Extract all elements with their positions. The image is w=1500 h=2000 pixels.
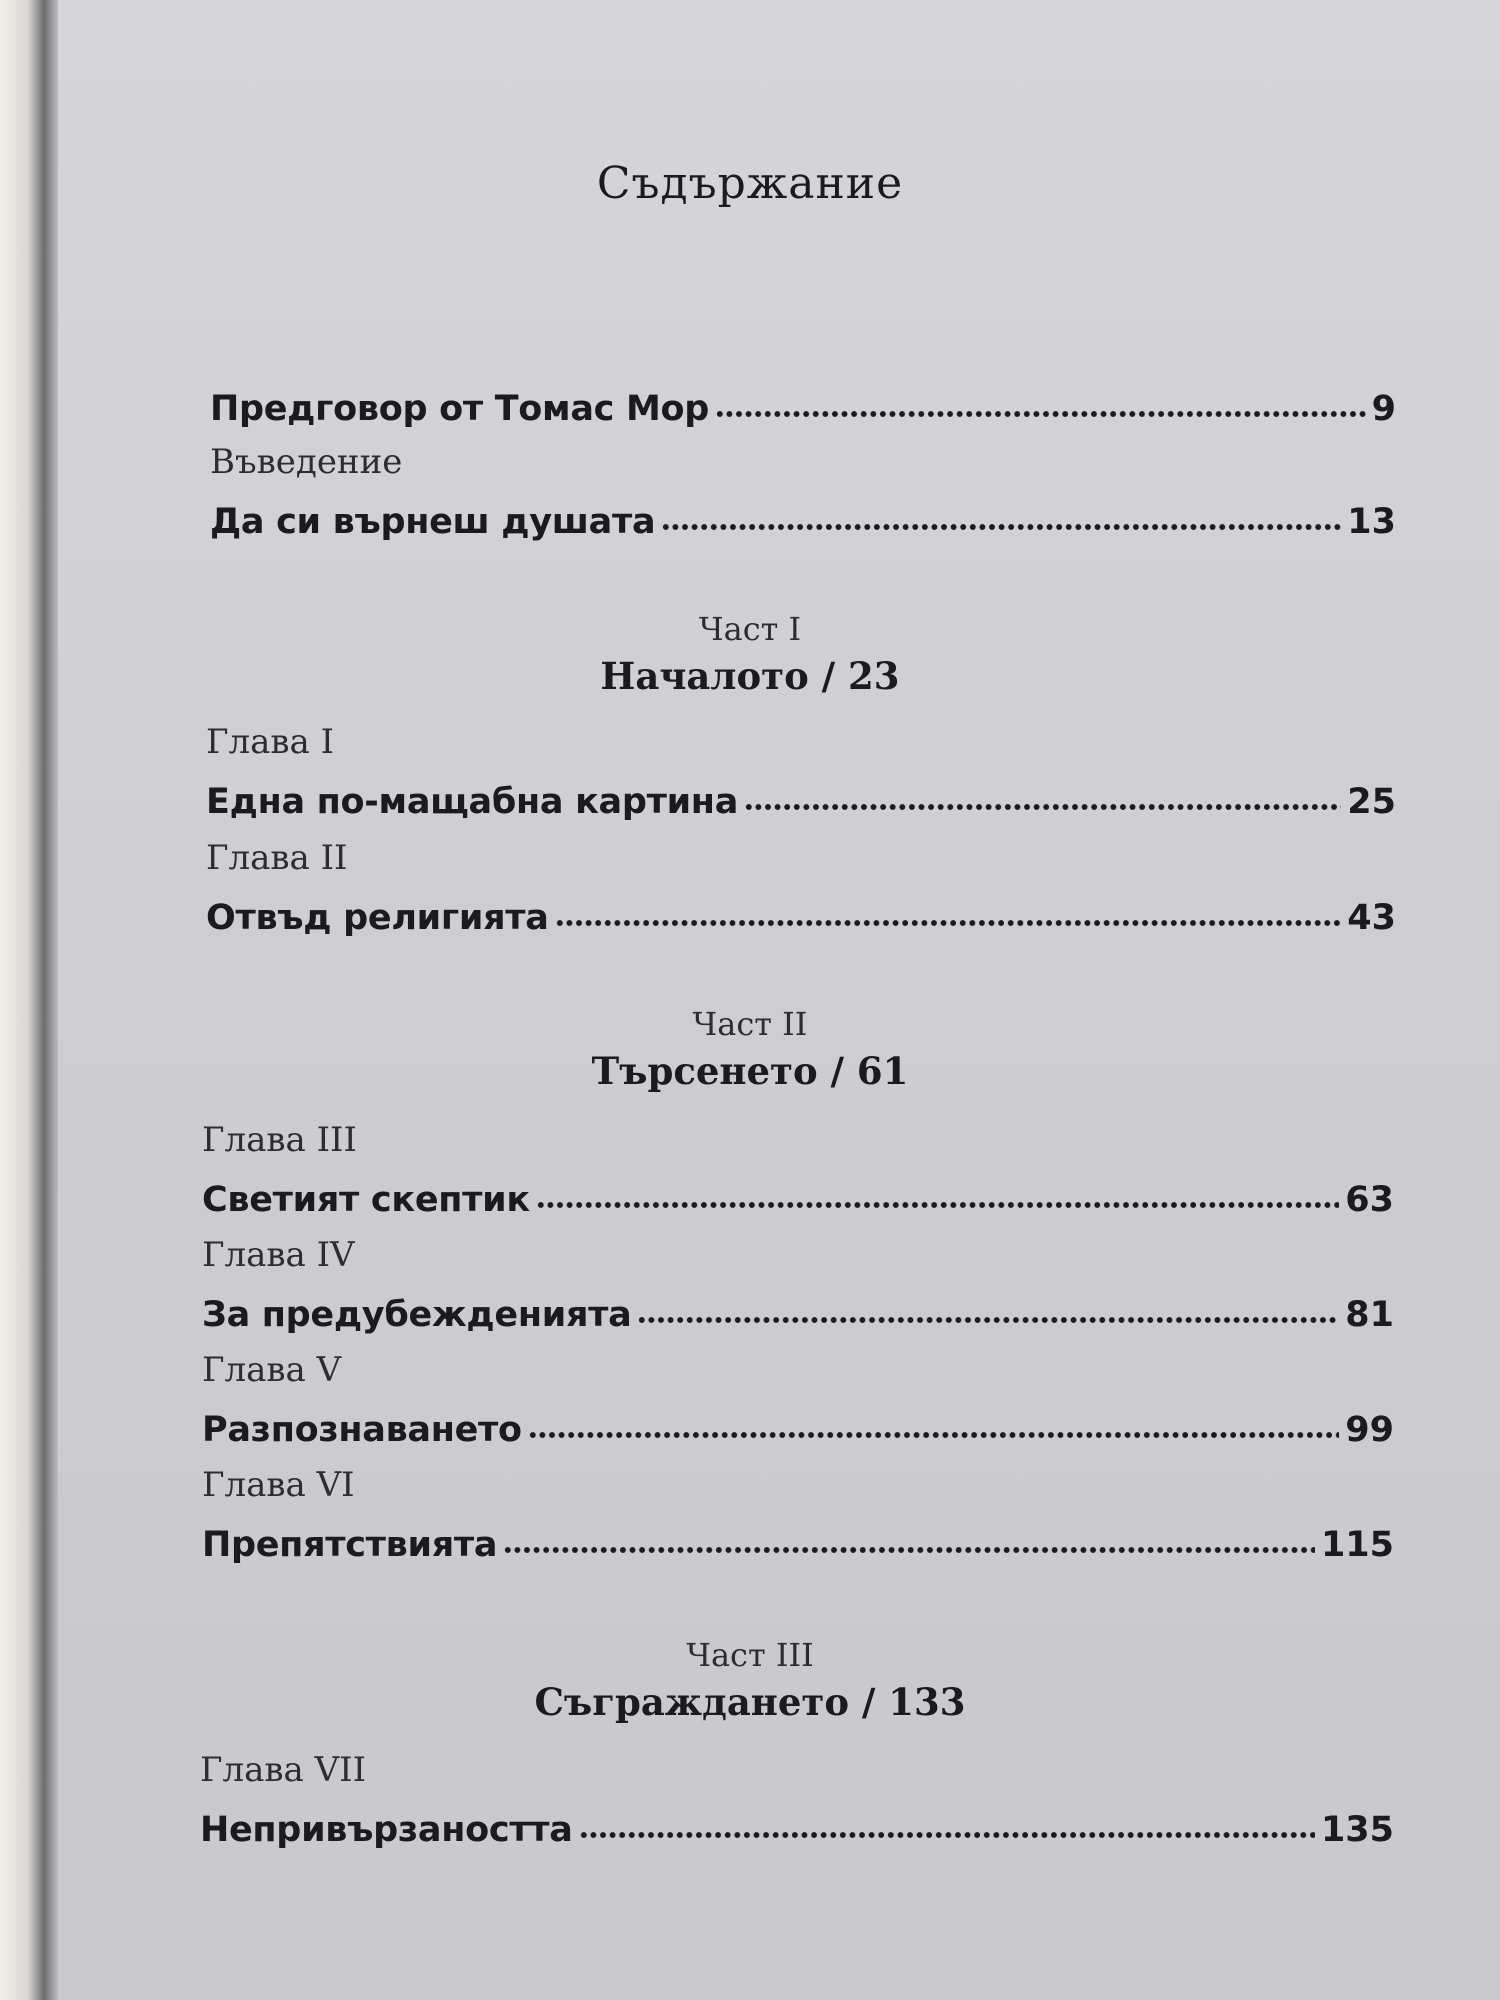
dot-leader	[528, 1429, 1339, 1441]
part-heading-2	[0, 1005, 1500, 1093]
dot-leader	[536, 1199, 1339, 1211]
entry-label: Глава III	[202, 1120, 357, 1160]
dot-leader	[637, 1314, 1339, 1326]
entry-page-number: 99	[1345, 1410, 1394, 1450]
entry-page-number: 13	[1347, 502, 1396, 542]
entry-label: Глава V	[202, 1350, 342, 1390]
entry-label: Глава IV	[202, 1235, 355, 1275]
part-label: Част III	[686, 1636, 814, 1674]
entry-title: Непривързаността	[200, 1810, 573, 1850]
entry-page-number: 25	[1347, 782, 1396, 822]
part-title: Търсенето / 61	[591, 1049, 909, 1093]
entry-title: Предговор от Томас Мор	[210, 389, 710, 429]
dot-leader	[579, 1829, 1315, 1841]
entry-title: Препятствията	[202, 1525, 498, 1565]
part-title: Началото / 23	[600, 654, 900, 698]
dot-leader	[555, 917, 1342, 929]
entry-label: Глава II	[206, 838, 348, 878]
entry-title: Една по-мащабна картина	[206, 782, 739, 822]
part-label: Част I	[698, 610, 802, 648]
entry-label: Глава VI	[202, 1465, 355, 1505]
entry-title: Отвъд религията	[206, 898, 549, 938]
entry-title: Светият скептик	[202, 1180, 530, 1220]
entry-page-number: 9	[1371, 389, 1396, 429]
dot-leader	[661, 521, 1341, 533]
entry-page-number: 135	[1320, 1810, 1394, 1850]
entry-page-number: 81	[1345, 1295, 1394, 1335]
dot-leader	[715, 408, 1366, 420]
entry-page-number: 63	[1345, 1180, 1394, 1220]
part-title: Съграждането / 133	[534, 1680, 966, 1724]
entry-page-number: 43	[1347, 898, 1396, 938]
entry-title: Да си върнеш душата	[210, 502, 656, 542]
entry-title: За предубежденията	[202, 1295, 632, 1335]
entry-title: Разпознаването	[202, 1410, 522, 1450]
entry-label: Глава VII	[200, 1750, 367, 1790]
part-heading-1	[0, 610, 1500, 698]
dot-leader	[744, 801, 1341, 813]
entry-page-number: 115	[1320, 1525, 1394, 1565]
dot-leader	[503, 1544, 1315, 1556]
contents-heading: Съдържание	[596, 158, 904, 209]
part-label: Част II	[692, 1005, 808, 1043]
entry-label: Глава I	[206, 722, 335, 762]
entry-label: Въведение	[210, 442, 403, 482]
part-heading-3	[0, 1636, 1500, 1724]
